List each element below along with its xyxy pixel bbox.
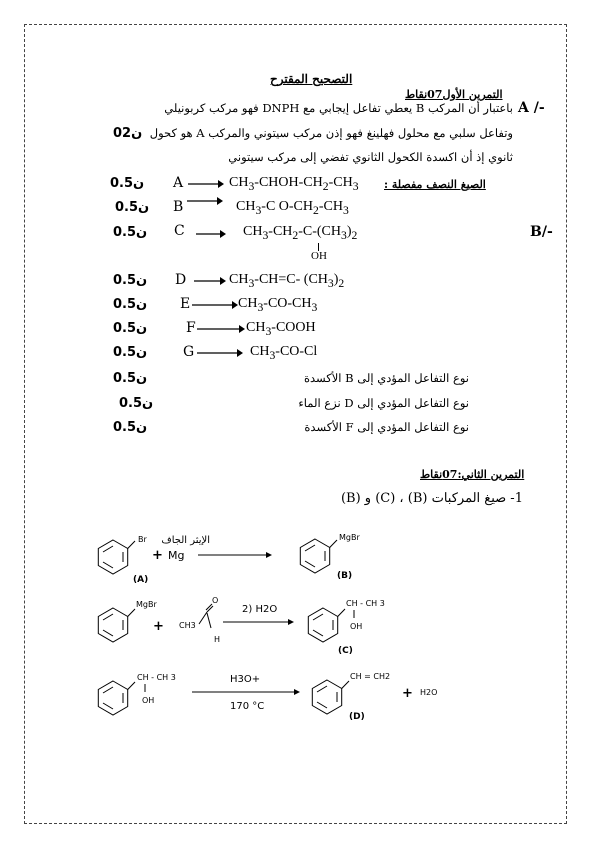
mg-reagent: Mg <box>168 549 185 562</box>
mgbr-substituent: MgBr <box>136 600 157 609</box>
arrow-icon <box>192 299 238 311</box>
benzene-ring-a <box>98 540 135 574</box>
part-a-line-2: وتفاعل سلبي مع محلول فهلينغ فهو إذن مركب سيتوني والمركب A هو كحول <box>149 126 513 140</box>
h-atom: H <box>214 635 221 644</box>
compound-letter: F <box>186 320 196 336</box>
label-b: (B) <box>337 571 353 581</box>
compound-formula: $CH_3-CO-Cl$ <box>250 344 318 362</box>
reaction-condition: 2) H2O <box>242 604 278 615</box>
reaction-1-diagram <box>80 525 410 590</box>
ch-ch3-group: CH - CH 3 <box>346 599 385 608</box>
compound-letter: C <box>174 223 185 239</box>
label-c: (C) <box>338 646 353 656</box>
compound-letter: D <box>175 272 187 288</box>
arrow-icon <box>194 275 226 287</box>
compound-formula: $CH_3-CO-CH_3$ <box>238 296 318 314</box>
part-a-line-1: باعتبار أن المركب B يعطي تفاعل إيجابي مع DNPH فهو مركب كربونيلي <box>164 101 513 115</box>
reaction-type-points-1: 0.5ن <box>113 371 148 386</box>
question-1: 1- صيغ المركبات (B) ، (C) و (B) <box>340 491 523 506</box>
reaction-type-points-3: 0.5ن <box>113 420 148 435</box>
benzene-ring-d <box>312 680 349 714</box>
oh-group: OH <box>142 696 155 705</box>
part-a-points: 02ن <box>113 126 143 141</box>
arrow-icon <box>197 347 243 359</box>
points: 0.5ن <box>115 200 150 215</box>
oh-group: OH <box>311 250 327 262</box>
arrow-icon <box>188 178 224 190</box>
arrow-icon <box>197 323 245 335</box>
compound-letter: B <box>173 199 184 215</box>
benzene-ring-c <box>308 608 345 642</box>
ch3-reagent: CH3 <box>179 621 196 630</box>
label-d: (D) <box>349 712 365 722</box>
page-title: التصحيح المقترح <box>270 72 353 86</box>
reaction-3-diagram <box>80 667 460 732</box>
points: 0.5ن <box>110 176 145 191</box>
vinyl-group: CH = CH2 <box>350 672 391 681</box>
compound-formula: $CH_3$-COOH <box>246 320 316 338</box>
catalyst-label: H3O+ <box>230 674 261 685</box>
reaction-type-2: نوع التفاعل المؤدي إلى D نزع الماء <box>298 396 469 410</box>
part-a-line-3: ثانوي إذ أن اكسدة الكحول الثانوي تفضي إلى مركب سيتوني <box>228 150 513 164</box>
compound-formula: $CH_3-CHOH-CH_2-CH_3$ <box>229 175 359 193</box>
part-a-label: A /- <box>518 100 545 116</box>
oh-group: OH <box>350 622 363 631</box>
o-atom: O <box>212 596 219 605</box>
part-b-label: B/- <box>530 224 553 240</box>
compound-formula: $CH_3-CH=C-$ $(CH_3)_2$ <box>229 272 345 290</box>
reaction-type-points-2: 0.5ن <box>119 396 154 411</box>
points: 0.5ن <box>113 297 148 312</box>
points: 0.5ن <box>113 273 148 288</box>
mgbr-substituent: MgBr <box>339 533 360 542</box>
compound-letter: A <box>173 175 184 191</box>
benzene-ring-alcohol <box>98 681 135 715</box>
plus-sign: + <box>152 548 163 563</box>
exercise-1-heading: التمرين الأول07نقاط <box>405 88 503 101</box>
water-product: H2O <box>420 688 438 697</box>
arrow-icon <box>187 195 223 207</box>
points: 0.5ن <box>113 345 148 360</box>
label-a: (A) <box>133 575 149 585</box>
plus-sign: + <box>402 686 413 701</box>
compound-letter: E <box>180 296 191 312</box>
points: 0.5ن <box>113 225 148 240</box>
benzene-ring-grignard <box>98 608 135 642</box>
reaction-type-3: نوع التفاعل المؤدي إلى F الأكسدة <box>304 420 469 434</box>
exercise-2-heading: التمرين الثاني:07نقاط <box>420 468 525 481</box>
compound-formula: $CH_3-CH_2-C-(CH_3)_2$ <box>243 224 358 242</box>
part-b-heading: الصيغ النصف مفصلة : <box>384 178 486 191</box>
br-substituent: Br <box>138 535 147 544</box>
reaction-2-diagram <box>80 592 410 662</box>
temperature-label: 170 °C <box>230 701 265 712</box>
compound-letter: G <box>183 344 195 360</box>
plus-sign: + <box>153 619 164 634</box>
reaction-type-1: نوع التفاعل المؤدي إلى B الأكسدة <box>303 371 469 385</box>
ch-ch3-group: CH - CH 3 <box>137 673 176 682</box>
points: 0.5ن <box>113 321 148 336</box>
benzene-ring-b <box>300 539 337 573</box>
compound-formula: $CH_3-C$ $O-CH_2-CH_3$ <box>236 199 349 217</box>
reaction-condition: الإيثر الجاف <box>161 535 210 546</box>
arrow-icon <box>196 228 226 240</box>
